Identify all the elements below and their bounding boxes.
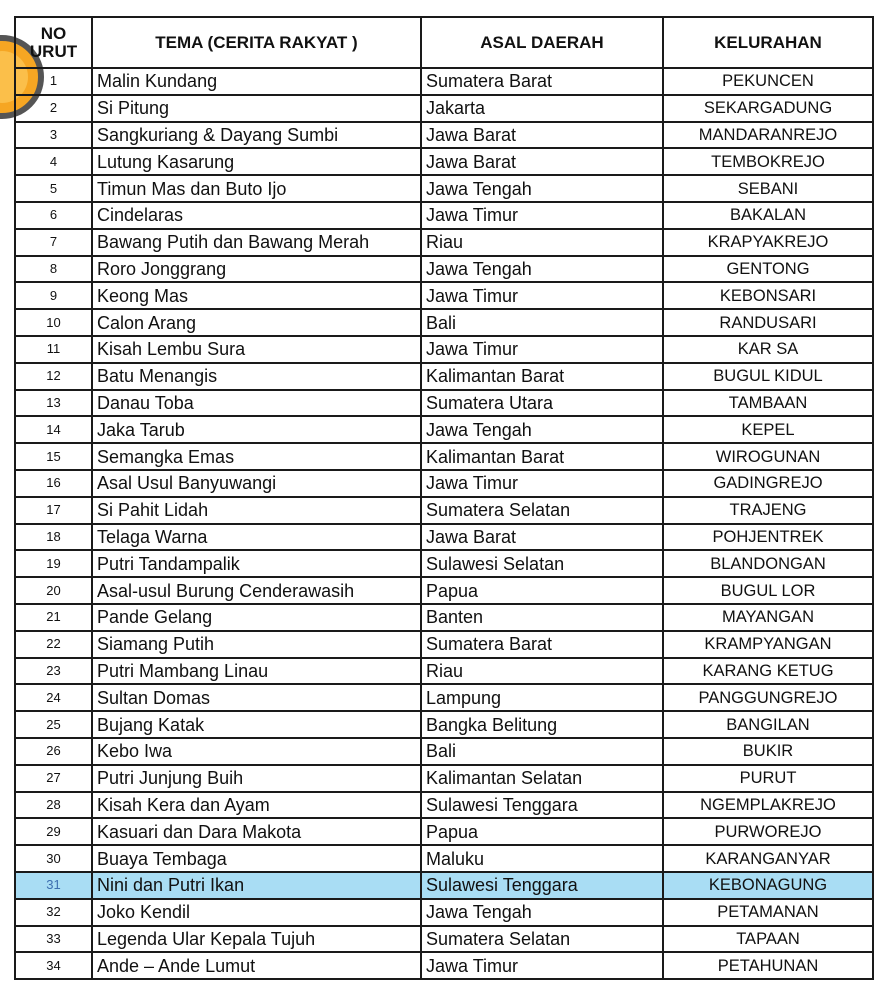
header-no-line2: URUT bbox=[29, 41, 78, 61]
cell-tema: Malin Kundang bbox=[92, 68, 421, 95]
cell-no: 7 bbox=[15, 229, 92, 256]
cell-asal-daerah: Jawa Tengah bbox=[421, 899, 663, 926]
cell-tema: Sangkuriang & Dayang Sumbi bbox=[92, 122, 421, 149]
cell-asal-daerah: Papua bbox=[421, 818, 663, 845]
cell-tema: Bawang Putih dan Bawang Merah bbox=[92, 229, 421, 256]
cell-asal-daerah: Kalimantan Selatan bbox=[421, 765, 663, 792]
table-row bbox=[15, 765, 873, 792]
cell-asal-daerah: Bangka Belitung bbox=[421, 711, 663, 738]
cell-asal-daerah: Jawa Barat bbox=[421, 524, 663, 551]
cell-no: 33 bbox=[15, 926, 92, 953]
table-row bbox=[15, 658, 873, 685]
cell-no: 27 bbox=[15, 765, 92, 792]
cell-kelurahan: TEMBOKREJO bbox=[663, 148, 873, 175]
cell-no: 28 bbox=[15, 792, 92, 819]
cell-tema: Danau Toba bbox=[92, 390, 421, 417]
table-row bbox=[15, 711, 873, 738]
cell-kelurahan: PETAHUNAN bbox=[663, 952, 873, 979]
cell-kelurahan: KAR SA bbox=[663, 336, 873, 363]
cell-asal-daerah: Jawa Barat bbox=[421, 148, 663, 175]
cell-no: 18 bbox=[15, 524, 92, 551]
table-row bbox=[15, 872, 873, 899]
cell-tema: Putri Junjung Buih bbox=[92, 765, 421, 792]
cell-kelurahan: SEKARGADUNG bbox=[663, 95, 873, 122]
cell-no: 30 bbox=[15, 845, 92, 872]
cell-no: 8 bbox=[15, 256, 92, 283]
table-row bbox=[15, 256, 873, 283]
cell-asal-daerah: Jawa Timur bbox=[421, 202, 663, 229]
table-row bbox=[15, 497, 873, 524]
table-row bbox=[15, 577, 873, 604]
cell-tema: Pande Gelang bbox=[92, 604, 421, 631]
table-row bbox=[15, 550, 873, 577]
cell-tema: Siamang Putih bbox=[92, 631, 421, 658]
cell-kelurahan: GADINGREJO bbox=[663, 470, 873, 497]
cell-tema: Calon Arang bbox=[92, 309, 421, 336]
cell-asal-daerah: Jawa Barat bbox=[421, 122, 663, 149]
cell-asal-daerah: Kalimantan Barat bbox=[421, 443, 663, 470]
table-row bbox=[15, 604, 873, 631]
cell-kelurahan: BUKIR bbox=[663, 738, 873, 765]
cell-asal-daerah: Jawa Tengah bbox=[421, 256, 663, 283]
table-row bbox=[15, 684, 873, 711]
cell-asal-daerah: Sumatera Barat bbox=[421, 631, 663, 658]
header-row bbox=[15, 17, 873, 68]
cell-tema: Si Pahit Lidah bbox=[92, 497, 421, 524]
cell-kelurahan: BANGILAN bbox=[663, 711, 873, 738]
table-row bbox=[15, 336, 873, 363]
cell-no: 24 bbox=[15, 684, 92, 711]
cell-kelurahan: KEBONAGUNG bbox=[663, 872, 873, 899]
cell-asal-daerah: Lampung bbox=[421, 684, 663, 711]
cell-no: 34 bbox=[15, 952, 92, 979]
cell-tema: Sultan Domas bbox=[92, 684, 421, 711]
table-row bbox=[15, 309, 873, 336]
cell-asal-daerah: Bali bbox=[421, 309, 663, 336]
cell-asal-daerah: Sumatera Selatan bbox=[421, 926, 663, 953]
cell-tema: Cindelaras bbox=[92, 202, 421, 229]
cell-tema: Legenda Ular Kepala Tujuh bbox=[92, 926, 421, 953]
cell-no: 10 bbox=[15, 309, 92, 336]
table-row bbox=[15, 738, 873, 765]
cell-tema: Asal Usul Banyuwangi bbox=[92, 470, 421, 497]
cell-asal-daerah: Papua bbox=[421, 577, 663, 604]
table-row bbox=[15, 148, 873, 175]
table-row bbox=[15, 202, 873, 229]
table-row bbox=[15, 122, 873, 149]
table-row bbox=[15, 443, 873, 470]
cell-kelurahan: KARANG KETUG bbox=[663, 658, 873, 685]
header-no-line1: NO bbox=[40, 23, 67, 43]
cell-no: 22 bbox=[15, 631, 92, 658]
cell-tema: Jaka Tarub bbox=[92, 416, 421, 443]
cell-no: 31 bbox=[15, 872, 92, 899]
cell-tema: Si Pitung bbox=[92, 95, 421, 122]
cell-tema: Asal-usul Burung Cenderawasih bbox=[92, 577, 421, 604]
table-row bbox=[15, 818, 873, 845]
cell-tema: Batu Menangis bbox=[92, 363, 421, 390]
table-body bbox=[15, 68, 873, 979]
cell-no: 19 bbox=[15, 550, 92, 577]
cell-asal-daerah: Sulawesi Selatan bbox=[421, 550, 663, 577]
cell-kelurahan: PETAMANAN bbox=[663, 899, 873, 926]
cell-no: 6 bbox=[15, 202, 92, 229]
cell-no: 14 bbox=[15, 416, 92, 443]
cell-no: 15 bbox=[15, 443, 92, 470]
cell-kelurahan: TRAJENG bbox=[663, 497, 873, 524]
cell-kelurahan: GENTONG bbox=[663, 256, 873, 283]
cell-asal-daerah: Jawa Timur bbox=[421, 336, 663, 363]
cell-tema: Roro Jonggrang bbox=[92, 256, 421, 283]
cell-kelurahan: BUGUL LOR bbox=[663, 577, 873, 604]
header-tema: TEMA (CERITA RAKYAT ) bbox=[92, 17, 421, 68]
cell-no: 13 bbox=[15, 390, 92, 417]
table-row bbox=[15, 524, 873, 551]
cell-kelurahan: PURUT bbox=[663, 765, 873, 792]
cell-kelurahan: SEBANI bbox=[663, 175, 873, 202]
cell-asal-daerah: Jawa Timur bbox=[421, 282, 663, 309]
cell-tema: Bujang Katak bbox=[92, 711, 421, 738]
cell-kelurahan: PANGGUNGREJO bbox=[663, 684, 873, 711]
table-row bbox=[15, 470, 873, 497]
cell-tema: Buaya Tembaga bbox=[92, 845, 421, 872]
cell-asal-daerah: Banten bbox=[421, 604, 663, 631]
cell-tema: Semangka Emas bbox=[92, 443, 421, 470]
cell-no: 12 bbox=[15, 363, 92, 390]
folktale-table bbox=[14, 16, 874, 980]
cell-no: 32 bbox=[15, 899, 92, 926]
cell-asal-daerah: Sulawesi Tenggara bbox=[421, 792, 663, 819]
cell-asal-daerah: Jawa Tengah bbox=[421, 416, 663, 443]
cell-kelurahan: KRAPYAKREJO bbox=[663, 229, 873, 256]
cell-no: 3 bbox=[15, 122, 92, 149]
cell-kelurahan: RANDUSARI bbox=[663, 309, 873, 336]
table-row bbox=[15, 175, 873, 202]
cell-tema: Joko Kendil bbox=[92, 899, 421, 926]
cell-asal-daerah: Jawa Timur bbox=[421, 952, 663, 979]
cell-no: 16 bbox=[15, 470, 92, 497]
cell-no: 17 bbox=[15, 497, 92, 524]
cell-asal-daerah: Sumatera Selatan bbox=[421, 497, 663, 524]
table-row bbox=[15, 792, 873, 819]
cell-tema: Kasuari dan Dara Makota bbox=[92, 818, 421, 845]
cell-tema: Telaga Warna bbox=[92, 524, 421, 551]
cell-asal-daerah: Sumatera Barat bbox=[421, 68, 663, 95]
cell-no: 2 bbox=[15, 95, 92, 122]
header-asal-daerah: ASAL DAERAH bbox=[421, 17, 663, 68]
cell-no: 1 bbox=[15, 68, 92, 95]
cell-asal-daerah: Sulawesi Tenggara bbox=[421, 872, 663, 899]
table-row bbox=[15, 416, 873, 443]
cell-tema: Ande – Ande Lumut bbox=[92, 952, 421, 979]
cell-kelurahan: MANDARANREJO bbox=[663, 122, 873, 149]
cell-no: 23 bbox=[15, 658, 92, 685]
header-no-urut bbox=[15, 17, 92, 68]
table-row bbox=[15, 899, 873, 926]
cell-kelurahan: BUGUL KIDUL bbox=[663, 363, 873, 390]
cell-kelurahan: WIROGUNAN bbox=[663, 443, 873, 470]
cell-no: 11 bbox=[15, 336, 92, 363]
cell-no: 25 bbox=[15, 711, 92, 738]
cell-kelurahan: BAKALAN bbox=[663, 202, 873, 229]
cell-kelurahan: TAPAAN bbox=[663, 926, 873, 953]
cell-kelurahan: KRAMPYANGAN bbox=[663, 631, 873, 658]
table-row bbox=[15, 363, 873, 390]
cell-tema: Keong Mas bbox=[92, 282, 421, 309]
cell-asal-daerah: Riau bbox=[421, 658, 663, 685]
cell-kelurahan: KEBONSARI bbox=[663, 282, 873, 309]
cell-kelurahan: KEPEL bbox=[663, 416, 873, 443]
cell-asal-daerah: Bali bbox=[421, 738, 663, 765]
cell-kelurahan: BLANDONGAN bbox=[663, 550, 873, 577]
cell-tema: Lutung Kasarung bbox=[92, 148, 421, 175]
cell-asal-daerah: Maluku bbox=[421, 845, 663, 872]
table-row bbox=[15, 952, 873, 979]
cell-kelurahan: POHJENTREK bbox=[663, 524, 873, 551]
cell-asal-daerah: Jawa Tengah bbox=[421, 175, 663, 202]
table-row bbox=[15, 229, 873, 256]
cell-kelurahan: MAYANGAN bbox=[663, 604, 873, 631]
cell-asal-daerah: Jawa Timur bbox=[421, 470, 663, 497]
cell-tema: Nini dan Putri Ikan bbox=[92, 872, 421, 899]
cell-asal-daerah: Kalimantan Barat bbox=[421, 363, 663, 390]
cell-asal-daerah: Riau bbox=[421, 229, 663, 256]
table-row bbox=[15, 390, 873, 417]
cell-asal-daerah: Jakarta bbox=[421, 95, 663, 122]
table-row bbox=[15, 926, 873, 953]
cell-no: 9 bbox=[15, 282, 92, 309]
header-kelurahan: KELURAHAN bbox=[663, 17, 873, 68]
cell-no: 26 bbox=[15, 738, 92, 765]
cell-kelurahan: PURWOREJO bbox=[663, 818, 873, 845]
cell-tema: Timun Mas dan Buto Ijo bbox=[92, 175, 421, 202]
cell-no: 29 bbox=[15, 818, 92, 845]
table-header bbox=[15, 17, 873, 68]
cell-kelurahan: KARANGANYAR bbox=[663, 845, 873, 872]
cell-tema: Putri Mambang Linau bbox=[92, 658, 421, 685]
cell-no: 20 bbox=[15, 577, 92, 604]
table-row bbox=[15, 68, 873, 95]
cell-tema: Kebo Iwa bbox=[92, 738, 421, 765]
cell-asal-daerah: Sumatera Utara bbox=[421, 390, 663, 417]
table-row bbox=[15, 845, 873, 872]
table-row bbox=[15, 282, 873, 309]
cell-tema: Kisah Kera dan Ayam bbox=[92, 792, 421, 819]
cell-kelurahan: PEKUNCEN bbox=[663, 68, 873, 95]
cell-tema: Kisah Lembu Sura bbox=[92, 336, 421, 363]
cell-no: 21 bbox=[15, 604, 92, 631]
cell-no: 5 bbox=[15, 175, 92, 202]
table-row bbox=[15, 631, 873, 658]
cell-no: 4 bbox=[15, 148, 92, 175]
cell-kelurahan: NGEMPLAKREJO bbox=[663, 792, 873, 819]
table-row bbox=[15, 95, 873, 122]
cell-tema: Putri Tandampalik bbox=[92, 550, 421, 577]
cell-kelurahan: TAMBAAN bbox=[663, 390, 873, 417]
